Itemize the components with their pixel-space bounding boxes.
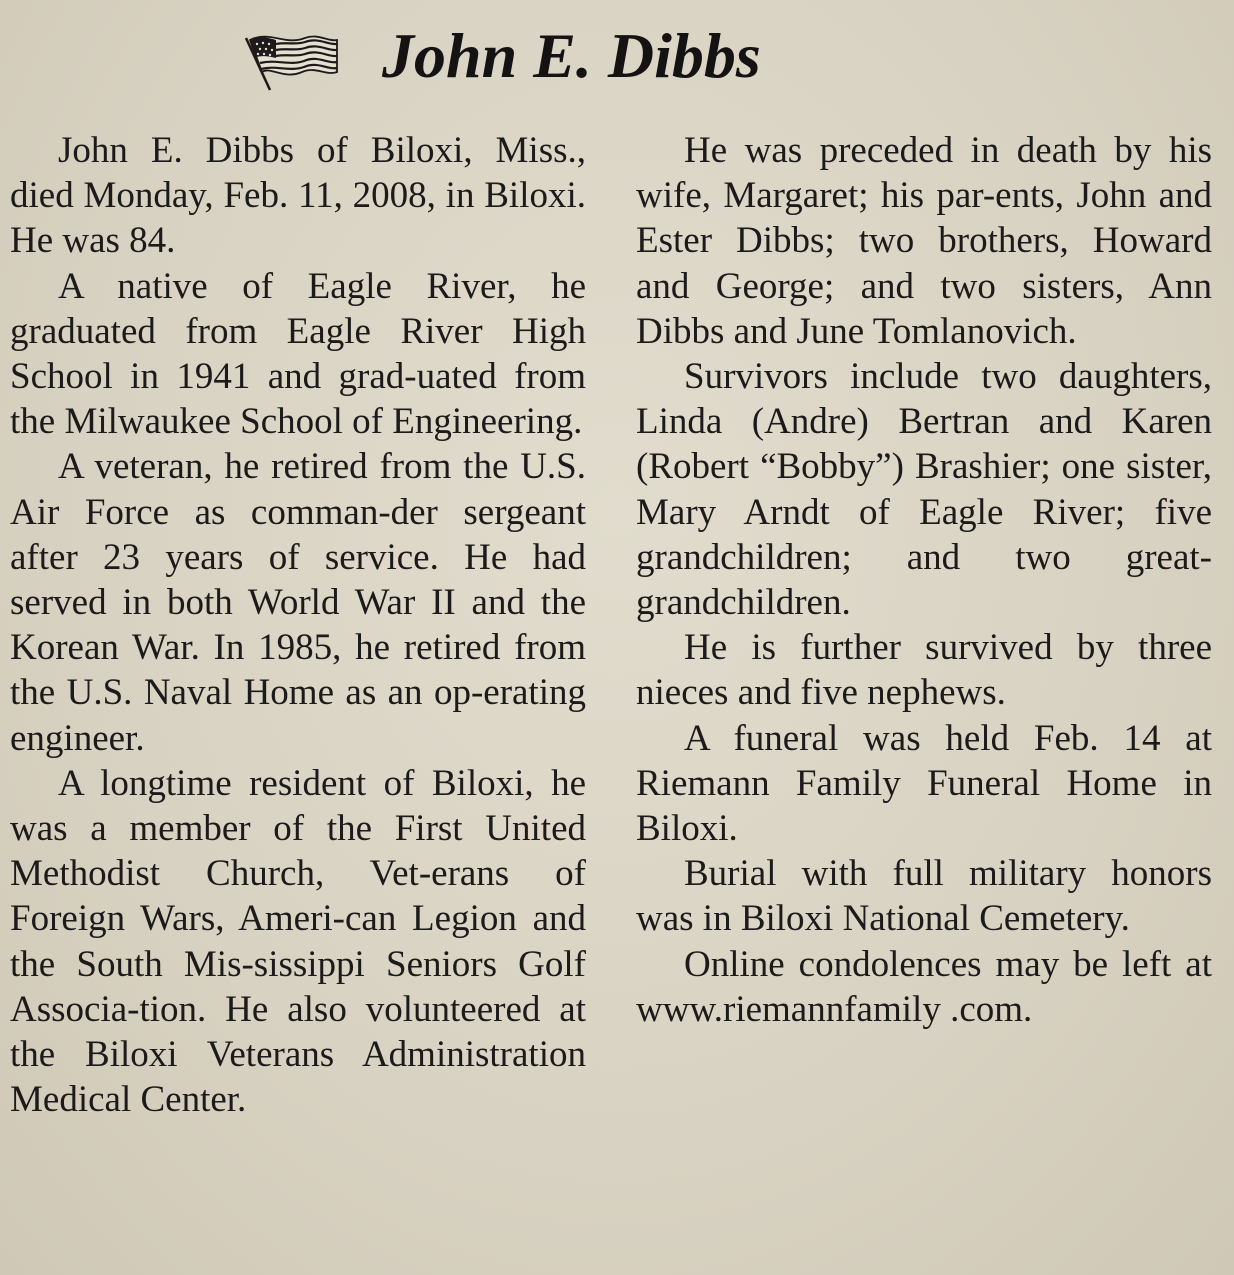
paragraph-community: A longtime resident of Biloxi, he was a member of the First United Methodist Church, Vet-erans of Foreign Wars, Ameri-can Legion and the South Mis-sissippi Seniors Golf Associa-tion. He also volunteered at the Biloxi Veterans Administration Medical Center. [10, 762, 586, 1121]
paragraph-education: A native of Eagle River, he graduated from Eagle River High School in 1941 and grad-uated from the Milwaukee School of Engineering. [10, 265, 586, 443]
paragraph-funeral: A funeral was held Feb. 14 at Riemann Family Funeral Home in Biloxi. [636, 717, 1212, 850]
paragraph-burial: Burial with full military honors was in Biloxi National Cemetery. [636, 853, 1212, 940]
obituary-title: John E. Dibbs [382, 20, 761, 91]
obituary-header [0, 14, 1234, 94]
right-column [636, 128, 1212, 1032]
paragraph-further-survived: He is further survived by three nieces and five nephews. [636, 627, 1212, 714]
paragraph-death-notice: John E. Dibbs of Biloxi, Miss., died Monday, Feb. 11, 2008, in Biloxi. He was 84. [10, 130, 586, 262]
left-column [10, 128, 586, 1122]
paragraph-career: A veteran, he retired from the U.S. Air Force as comman-der sergeant after 23 years of service. He had served in both World War II and the Korean War. In 1985, he retired from the U.S. Naval Home as an op-erating engineer. [10, 446, 586, 759]
paragraph-preceded-in-death: He was preceded in death by his wife, Margaret; his par-ents, John and Ester Dibbs; two brothers, Howard and George; and two sisters, Ann Dibbs and June Tomlanovich. [636, 130, 1212, 352]
paragraph-condolences: Online condolences may be left at www.riemannfamily .com. [636, 943, 1212, 1030]
american-flag-icon [240, 28, 340, 92]
paragraph-survivors: Survivors include two daughters, Linda (Andre) Bertran and Karen (Robert “Bobby”) Brashier; one sister, Mary Arndt of Eagle River; five grandchildren; and two great-grandchildren. [636, 356, 1212, 624]
